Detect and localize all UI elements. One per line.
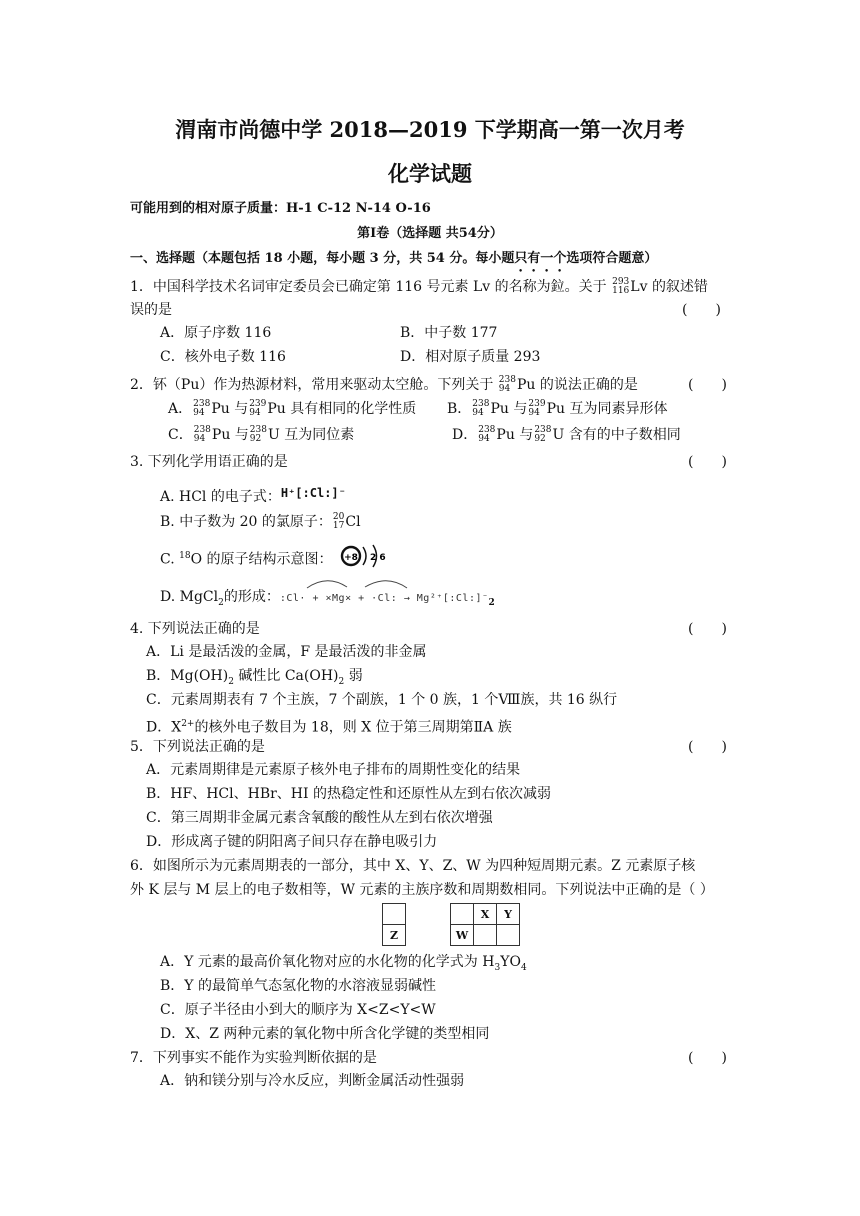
periodic-table-fragment [382,903,520,946]
nuclide [534,426,551,444]
opt-text: B．Mg(OH) [146,668,229,684]
mass-number: 238 [193,425,211,435]
atomic-number: 92 [249,434,262,444]
q7-answer-blank: ( ) [688,1050,727,1066]
q2-stem-text: 2．钚（Pu）作为热源材料，常用来驱动太空舱。下列关于 [130,377,498,393]
hcl-electron-formula: H⁺[:Cl:]⁻ [280,486,346,500]
q5-option-a: A．元素周期律是元素原子核外电子排布的周期性变化的结果 [146,762,521,778]
nuclide [528,400,545,418]
oxygen-atom-structure-diagram [340,542,386,570]
q2-option-b [447,399,667,419]
mass-number: 293 [612,277,630,287]
atomic-number: 94 [478,434,490,444]
q4-option-d [146,714,512,738]
opt-label: C． [168,427,193,443]
q4-answer-blank: ( ) [688,621,727,637]
opt-text: Pu 与 [211,401,249,417]
section-heading [130,249,657,275]
section-heading-emph: 只有一个 [514,251,567,266]
atomic-number: 94 [193,434,206,444]
cell-w: W [451,925,474,946]
q1-option-b: B．中子数 177 [400,325,498,341]
cell-x: X [474,904,497,925]
mass-number: 238 [534,425,552,435]
element-symbol: Cl [345,514,361,530]
q5-option-b: B．HF、HCl、HBr、HI 的热稳定性和还原性从左到右依次减弱 [146,786,551,802]
q3-answer-blank: ( ) [688,454,727,470]
opt-text: 碱性比 Ca(OH) [233,668,339,684]
opt-label: A． [168,401,193,417]
q3-option-d [160,587,495,613]
q3-option-a [160,483,346,507]
opt-text: O 的原子结构示意图： [190,551,333,568]
atomic-mass-note: 可能用到的相对原子质量：H-1 C-12 N-14 O-16 [130,201,431,216]
atomic-number: 94 [528,408,540,418]
nuclide [249,400,266,418]
chlorine-nuclide [333,513,344,531]
cell-z: Z [383,925,406,946]
mgcl2-formation-formula: :Cl· + ×Mg× + ·Cl: → Mg²⁺[:Cl:]⁻ [279,593,489,604]
exam-subtitle: 化学试题 [388,161,472,186]
nuclide [250,426,267,444]
atomic-number: 94 [249,408,261,418]
table-cell [383,904,406,925]
subscript: 3 [494,962,501,973]
opt-text: B. 中子数为 20 的氯原子： [160,514,332,530]
table-cell [497,925,520,946]
q6-option-c: C．原子半径由小到大的顺序为 X<Z<Y<W [160,1002,436,1018]
opt-text: 的形成： [223,589,280,605]
subscript: 2 [488,597,495,608]
section-heading-b: 选项符合题意） [566,251,658,266]
table-gap [406,904,429,925]
opt-text: U 含有的中子数相同 [552,427,681,443]
opt-label: D. MgCl [160,589,219,605]
mass-number: 238 [472,399,490,409]
q7-option-a: A．钠和镁分别与冷水反应，判断金属活动性强弱 [160,1073,465,1089]
arrow-curve-1 [307,581,347,588]
q1-stem-text2: Lv 的叙述错 [630,279,708,295]
mass-number: 238 [498,375,516,385]
q2-stem [130,375,638,395]
nuclide [478,426,495,444]
atomic-number: 94 [498,384,511,394]
q2-option-a [168,399,416,419]
q1-option-d: D．相对原子质量 293 [400,349,541,365]
opt-text: 的核外电子数目为 18，则 X 位于第三周期第ⅡA 族 [194,719,512,736]
subscript: 4 [520,962,527,973]
table-cell [451,904,474,925]
shell-arc-1 [363,547,366,565]
q1-stem [130,277,708,297]
subscript: 2 [338,676,345,687]
q5-answer-blank: ( ) [688,739,727,755]
q4-stem: 4. 下列说法正确的是 [130,621,260,637]
q3-option-c [160,546,333,570]
opt-text: D．X [146,719,182,736]
superscript: 2+ [181,719,195,729]
opt-text: Pu 具有相同的化学性质 [267,401,417,417]
mass-number: 239 [528,399,546,409]
q4-option-b [146,666,363,692]
q4-option-c: C．元素周期表有 7 个主族，7 个副族，1 个 0 族，1 个Ⅷ族，共 16 纵行 [146,692,618,708]
q1-stem-text: 1．中国科学技术名词审定委员会已确定第 116 号元素 Lv 的名称为鉝。关于 [130,279,612,295]
q2-nuclide [499,376,516,394]
opt-label: B． [447,401,472,417]
section-heading-a: 一、选择题（本题包括 18 小题，每小题 3 分，共 54 分。每小题 [130,251,515,266]
atomic-number: 94 [193,408,205,418]
q4-option-a: A．Li 是最活泼的金属，F 是最活泼的非金属 [146,644,427,660]
arrow-curve-2 [365,581,407,588]
mass-number: 238 [478,425,496,435]
nuclide [472,400,489,418]
q6-stem-line2: 外 K 层与 M 层上的电子数相等，W 元素的主族序数和周期数相同。下列说法中正确的是（ ） [130,882,714,898]
atomic-number: 116 [612,286,630,296]
q2-option-d [452,425,681,445]
q1-answer-blank: ( ) [682,302,721,318]
opt-text: Pu 与 [211,427,249,443]
part-heading: 第Ⅰ卷（选择题 共54分） [357,226,503,241]
q3-option-b [160,512,361,532]
exam-title: 渭南市尚德中学 2018—2019 下学期高一第一次月考 [175,117,685,142]
table-gap [428,904,451,925]
atomic-number: 92 [534,434,546,444]
nuclide [193,400,210,418]
q2-option-c [168,425,354,445]
atomic-number: 17 [332,521,345,531]
nucleus-charge: +8 [344,553,358,563]
q1-stem-line2: 误的是 [130,302,172,318]
atomic-number: 94 [472,408,484,418]
subscript: 2 [228,676,234,687]
q7-stem: 7．下列事实不能作为实验判断依据的是 [130,1050,377,1066]
mass-number: 20 [332,512,345,522]
electron-transfer-arrows [285,576,445,590]
mass-number: 239 [249,399,267,409]
opt-text: A. HCl 的电子式： [160,489,281,505]
q5-option-d: D．形成离子键的阴阳离子间只存在静电吸引力 [146,834,438,850]
table-gap [406,925,429,946]
subscript: 2 [218,597,224,608]
q5-stem: 5．下列说法正确的是 [130,739,265,755]
q6-option-a [160,952,527,978]
opt-text: Pu 与 [496,427,534,443]
table-gap [428,925,451,946]
q6-option-d: D．X、Z 两种元素的氧化物中所含化学键的类型相同 [160,1026,490,1042]
mass-number: 238 [193,399,211,409]
opt-label: C. [160,551,180,568]
opt-text: A．Y 元素的最高价氧化物对应的水化物的化学式为 H [160,954,495,970]
q2-answer-blank: ( ) [688,377,727,393]
opt-text: Pu 与 [490,401,528,417]
table-cell [474,925,497,946]
mass-number: 18 [179,551,191,561]
shell-electrons: 2 6 [370,553,386,563]
q1-option-c: C．核外电子数 116 [160,349,286,365]
opt-text: Pu 互为同素异形体 [546,401,668,417]
opt-text: 弱 [344,668,363,684]
q6-stem: 6．如图所示为元素周期表的一部分，其中 X、Y、Z、W 为四种短周期元素。Z 元素原子核 [130,858,696,874]
opt-label: D． [452,427,478,443]
opt-text: U 互为同位素 [267,427,355,443]
q3-stem: 3. 下列化学用语正确的是 [130,454,288,470]
q1-option-a: A．原子序数 116 [160,325,272,341]
cell-y: Y [497,904,520,925]
nuclide [194,426,211,444]
q6-option-b: B．Y 的最简单气态氢化物的水溶液显弱碱性 [160,978,436,994]
mass-number: 238 [249,425,267,435]
q1-nuclide [612,278,629,296]
q5-option-c: C．第三周期非金属元素含氧酸的酸性从左到右依次增强 [146,810,493,826]
q2-stem-tail: Pu 的说法正确的是 [516,377,638,393]
opt-text: YO [500,954,521,970]
